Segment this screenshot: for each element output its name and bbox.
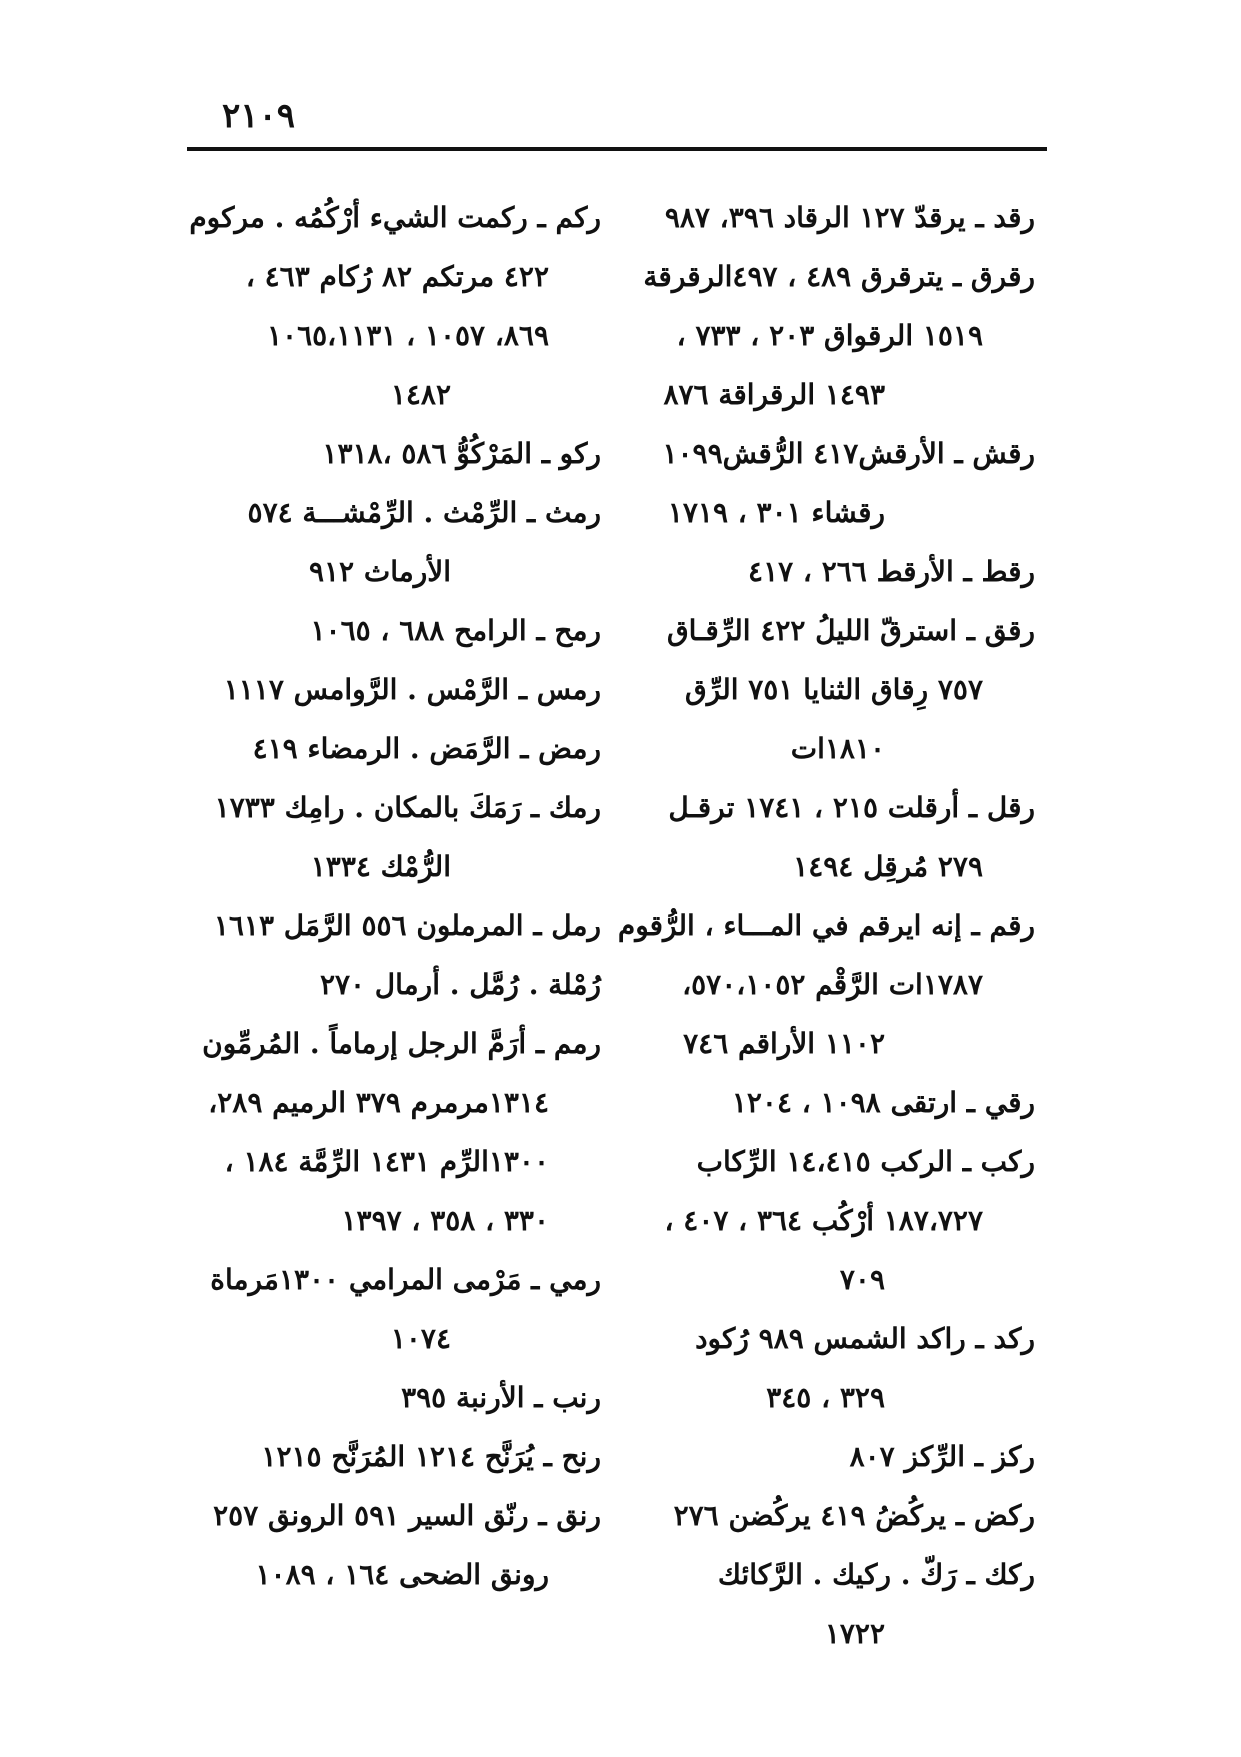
index-entry-line: رقرق ـ يترقرق ٤٨٩ ، ٤٩٧الرقرقة xyxy=(643,260,1035,293)
index-entry-line: ركد ـ راكد الشمس ٩٨٩ رُكود xyxy=(695,1322,1035,1355)
index-entry-line: رمح ـ الرامح ٦٨٨ ، ١٠٦٥ xyxy=(310,614,601,647)
index-entry-line: ١٣٠٠الرِّم ١٤٣١ الرِّمَّة ١٨٤ ، xyxy=(224,1145,549,1178)
index-entry-line: ركك ـ رَكّ . ركيك . الرَّكائك xyxy=(717,1558,1035,1591)
index-entry-line: ركض ـ يركُضُ ٤١٩ يركُضن ٢٧٦ xyxy=(673,1499,1035,1532)
index-entry-line: الرُّمْك ١٣٣٤ xyxy=(310,850,451,883)
index-entry-line: رمم ـ أرَمَّ الرجل إرماماً . المُرمِّون xyxy=(202,1027,601,1060)
index-entry-line: رمك ـ رَمَكَ بالمكان . رامِك ١٧٣٣ xyxy=(214,791,601,824)
index-entry-line: رقشاء ٣٠١ ، ١٧١٩ xyxy=(667,496,885,529)
index-entry-line: رنح ـ يُرَنَّح ١٢١٤ المُرَنَّح ١٢١٥ xyxy=(261,1440,601,1473)
index-entry-line: رمي ـ مَرْمى المرامي ١٣٠٠مَرماة xyxy=(210,1263,601,1296)
page-number: ٢١٠٩ xyxy=(222,96,296,136)
index-entry-line: رقي ـ ارتقى ١٠٩٨ ، ١٢٠٤ xyxy=(731,1086,1035,1119)
index-entry-line: ١٨١٠ات xyxy=(790,732,885,765)
index-entry-line: ٧٥٧ رِقاق الثنايا ٧٥١ الرِّق xyxy=(685,673,983,706)
index-entry-line: رقد ـ يرقدّ ١٢٧ الرقاد ٣٩٦، ٩٨٧ xyxy=(664,201,1035,234)
index-entry-line: ركز ـ الرِّكز ٨٠٧ xyxy=(849,1440,1035,1473)
index-entry-line: ٣٣٠ ، ٣٥٨ ، ١٣٩٧ xyxy=(341,1204,549,1237)
index-entry-line: ٤٢٢ مرتكم ٨٢ رُكام ٤٦٣ ، xyxy=(245,260,549,293)
index-entry-line: رُمْلة . رُمَّل . أرمال ٢٧٠ xyxy=(319,968,601,1001)
index-entry-line: رقش ـ الأرقش٤١٧ الرُّقش١٠٩٩ xyxy=(662,437,1035,470)
index-entry-line: رقل ـ أرقلت ٢١٥ ، ١٧٤١ ترقـل xyxy=(668,791,1035,824)
index-entry-line: ركو ـ المَرْكُوُّ ٥٨٦ ،١٣١٨ xyxy=(322,437,601,470)
index-entry-line: ركم ـ ركمت الشيء أرْكُمُه . مركوم xyxy=(189,201,601,234)
index-column-left xyxy=(181,188,601,1604)
index-entry-line: رقق ـ استرقّ الليلُ ٤٢٢ الرِّقـاق xyxy=(666,614,1035,647)
index-entry-line: رمل ـ المرملون ٥٥٦ الرَّمَل ١٦١٣ xyxy=(213,909,601,942)
index-entry-line: الأرماث ٩١٢ xyxy=(308,555,451,588)
index-entry-line: رمض ـ الرَّمَض . الرمضاء ٤١٩ xyxy=(252,732,601,765)
index-entry-line: ١٤٨٢ xyxy=(390,378,451,411)
index-entry-line: رنب ـ الأرنبة ٣٩٥ xyxy=(401,1381,601,1414)
index-entry-line: ٧٠٩ xyxy=(839,1263,885,1296)
index-entry-line: رمث ـ الرِّمْث . الرِّمْشـــة ٥٧٤ xyxy=(247,496,601,529)
index-entry-line: ١٥١٩ الرقواق ٢٠٣ ، ٧٣٣ ، xyxy=(676,319,983,352)
index-entry-line: ١٠٧٤ xyxy=(390,1322,451,1355)
index-entry-line: ٢٧٩ مُرقِل ١٤٩٤ xyxy=(793,850,983,883)
index-entry-line: رقط ـ الأرقط ٢٦٦ ، ٤١٧ xyxy=(748,555,1035,588)
index-entry-line: ١٧٨٧ات الرَّقْم ٥٧٠،١٠٥٢، xyxy=(682,968,983,1001)
index-entry-line: رقم ـ إنه ايرقم في المـــاء ، الرُّقوم xyxy=(617,909,1035,942)
index-entry-line: ١٧٢٢ xyxy=(824,1617,885,1650)
index-entry-line: ركب ـ الركب ١٤،٤١٥ الرِّكاب xyxy=(696,1145,1035,1178)
header-rule xyxy=(187,147,1047,151)
index-column-right xyxy=(615,188,1035,1663)
index-entry-line: رمس ـ الرَّمْس . الرَّوامس ١١١٧ xyxy=(223,673,601,706)
index-entry-line: ١١٠٢ الأراقم ٧٤٦ xyxy=(683,1027,885,1060)
index-entry-line: رونق الضحى ١٦٤ ، ١٠٨٩ xyxy=(255,1558,549,1591)
index-entry-line: ٣٢٩ ، ٣٤٥ xyxy=(766,1381,885,1414)
index-entry-line: ١٣١٤مرمرم ٣٧٩ الرميم ٢٨٩، xyxy=(208,1086,549,1119)
index-entry-line: ٨٦٩، ١٠٥٧ ، ١٠٦٥،١١٣١ xyxy=(267,319,549,352)
index-entry-line: ١٨٧،٧٢٧ أرْكُب ٣٦٤ ، ٤٠٧ ، xyxy=(664,1204,983,1237)
index-entry-line: ١٤٩٣ الرقراقة ٨٧٦ xyxy=(663,378,885,411)
index-entry-line: رنق ـ رنّق السير ٥٩١ الرونق ٢٥٧ xyxy=(213,1499,601,1532)
